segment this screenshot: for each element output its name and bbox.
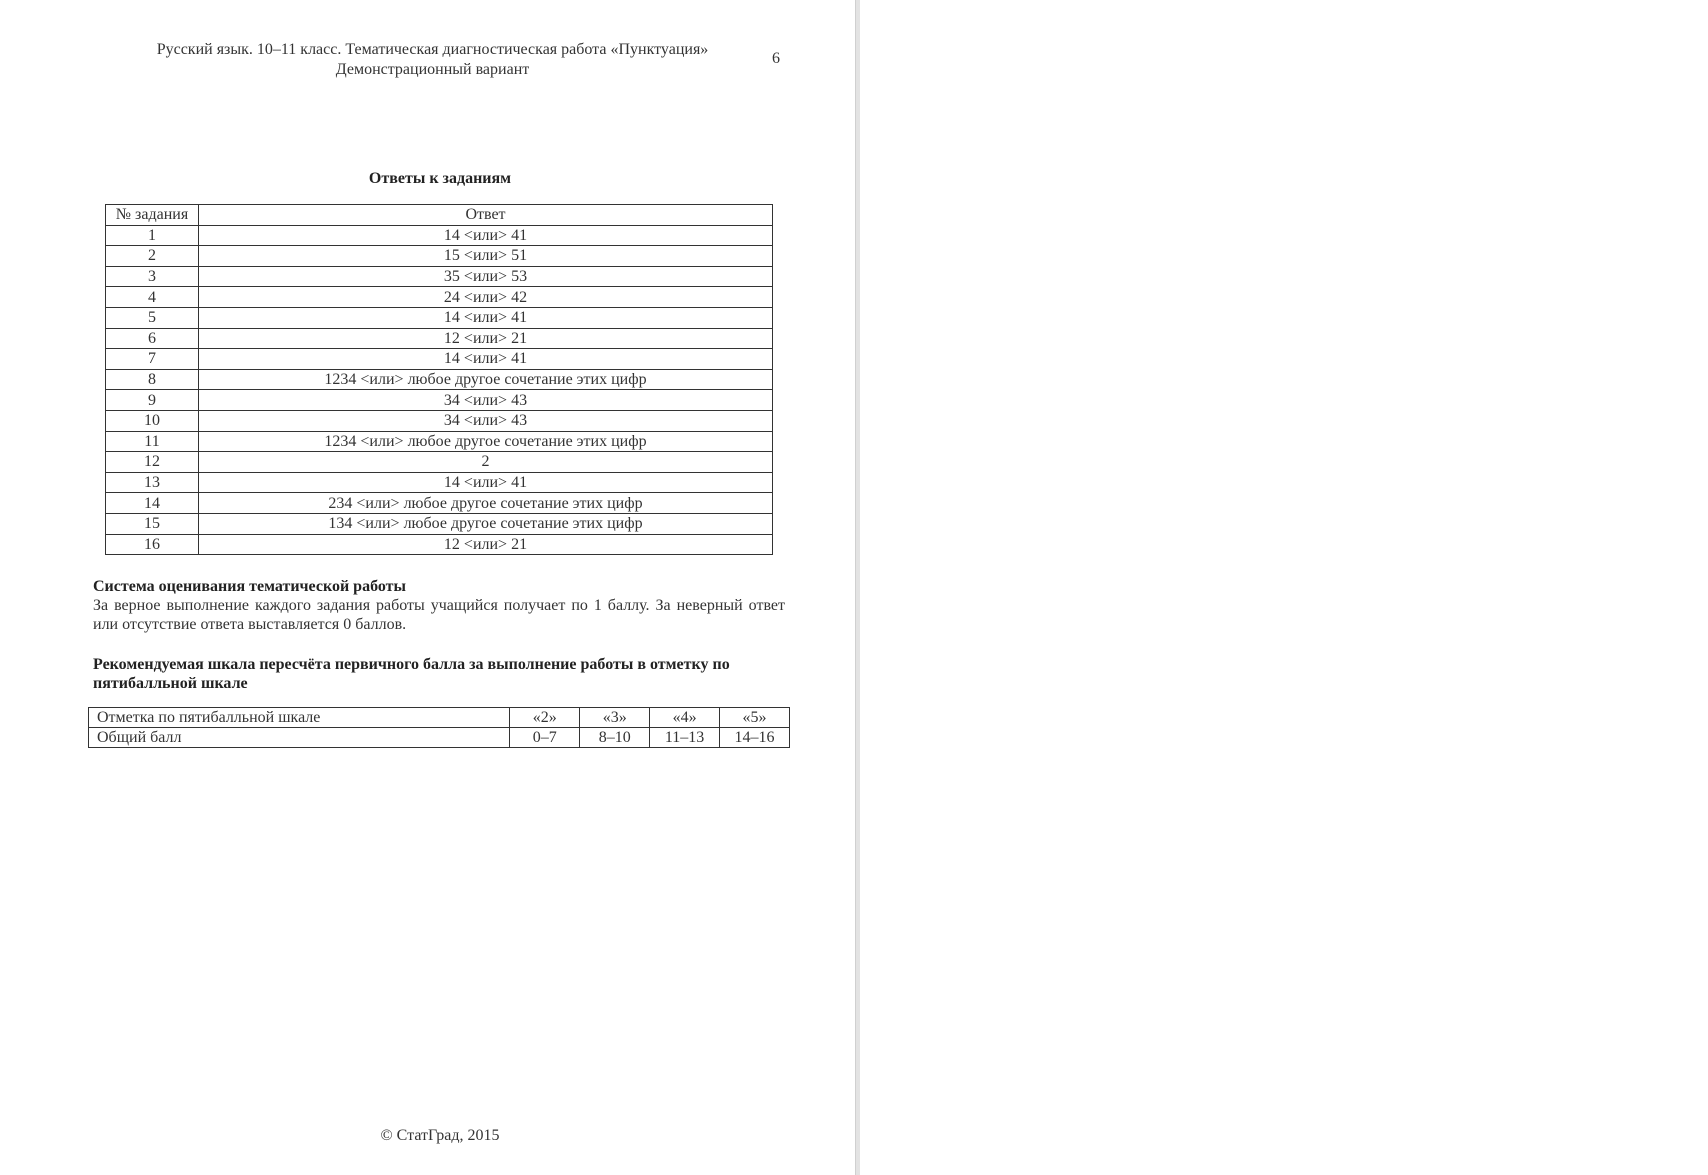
answer-cell: 34 <или> 43 bbox=[199, 390, 773, 411]
answer-cell: 14 <или> 41 bbox=[199, 225, 773, 246]
task-number-cell: 10 bbox=[106, 410, 199, 431]
task-number-cell: 14 bbox=[106, 493, 199, 514]
header-subtitle: Демонстрационный вариант bbox=[335, 61, 530, 78]
table-row bbox=[106, 410, 773, 431]
answer-cell: 14 <или> 41 bbox=[199, 472, 773, 493]
score-cell: 8–10 bbox=[580, 728, 650, 748]
task-number-cell: 5 bbox=[106, 307, 199, 328]
answer-cell: 14 <или> 41 bbox=[199, 349, 773, 370]
table-row bbox=[106, 493, 773, 514]
table-row bbox=[106, 534, 773, 555]
column-header-task-number: № задания bbox=[106, 205, 199, 226]
score-row bbox=[89, 728, 790, 748]
table-row bbox=[106, 452, 773, 473]
answer-cell: 12 <или> 21 bbox=[199, 328, 773, 349]
answer-cell: 2 bbox=[199, 452, 773, 473]
answer-cell: 1234 <или> любое другое сочетание этих цифр bbox=[199, 369, 773, 390]
task-number-cell: 3 bbox=[106, 266, 199, 287]
answer-cell: 134 <или> любое другое сочетание этих цифр bbox=[199, 513, 773, 534]
score-cell: 0–7 bbox=[510, 728, 580, 748]
grade-cell: «3» bbox=[580, 708, 650, 728]
task-number-cell: 1 bbox=[106, 225, 199, 246]
answer-cell: 24 <или> 42 bbox=[199, 287, 773, 308]
score-row-label: Общий балл bbox=[89, 728, 510, 748]
table-row bbox=[106, 431, 773, 452]
table-row bbox=[106, 349, 773, 370]
task-number-cell: 12 bbox=[106, 452, 199, 473]
page-header bbox=[100, 40, 765, 80]
header-title: Русский язык. 10–11 класс. Тематическая диагностическая работа «Пунктуация» bbox=[156, 41, 709, 58]
page-footer: © СтатГрад, 2015 bbox=[380, 1127, 500, 1144]
table-row bbox=[106, 287, 773, 308]
score-cell: 11–13 bbox=[650, 728, 720, 748]
grade-cell: «2» bbox=[510, 708, 580, 728]
table-row bbox=[106, 266, 773, 287]
answer-cell: 14 <или> 41 bbox=[199, 307, 773, 328]
answer-cell: 12 <или> 21 bbox=[199, 534, 773, 555]
answer-cell: 35 <или> 53 bbox=[199, 266, 773, 287]
table-row bbox=[106, 369, 773, 390]
table-row bbox=[106, 390, 773, 411]
answers-header-row bbox=[106, 205, 773, 226]
grading-text: За верное выполнение каждого задания работы учащийся получает по 1 баллу. За неверный ответ или отсутствие ответа выставляется 0 баллов. bbox=[93, 597, 785, 633]
scale-title: Рекомендуемая шкала пересчёта первичного балла за выполнение работы в отметку по пятибалльной шкале bbox=[93, 656, 730, 692]
table-row bbox=[106, 472, 773, 493]
answers-table bbox=[105, 204, 773, 555]
task-number-cell: 4 bbox=[106, 287, 199, 308]
grading-title: Система оценивания тематической работы bbox=[93, 578, 407, 595]
task-number-cell: 7 bbox=[106, 349, 199, 370]
blank-page-area bbox=[860, 0, 1708, 1175]
task-number-cell: 9 bbox=[106, 390, 199, 411]
answers-title: Ответы к заданиям bbox=[368, 170, 512, 187]
answer-cell: 1234 <или> любое другое сочетание этих цифр bbox=[199, 431, 773, 452]
table-row bbox=[106, 328, 773, 349]
column-header-answer: Ответ bbox=[199, 205, 773, 226]
task-number-cell: 8 bbox=[106, 369, 199, 390]
table-row bbox=[106, 225, 773, 246]
task-number-cell: 13 bbox=[106, 472, 199, 493]
table-row bbox=[106, 513, 773, 534]
grade-scale-table bbox=[88, 707, 790, 748]
task-number-cell: 15 bbox=[106, 513, 199, 534]
task-number-cell: 6 bbox=[106, 328, 199, 349]
task-number-cell: 2 bbox=[106, 246, 199, 267]
table-row bbox=[106, 307, 773, 328]
page-number: 6 bbox=[772, 50, 780, 67]
table-row bbox=[106, 246, 773, 267]
grade-row-label: Отметка по пятибалльной шкале bbox=[89, 708, 510, 728]
grade-cell: «4» bbox=[650, 708, 720, 728]
task-number-cell: 16 bbox=[106, 534, 199, 555]
answer-cell: 34 <или> 43 bbox=[199, 410, 773, 431]
grade-cell: «5» bbox=[720, 708, 790, 728]
answer-cell: 15 <или> 51 bbox=[199, 246, 773, 267]
answer-cell: 234 <или> любое другое сочетание этих цифр bbox=[199, 493, 773, 514]
score-cell: 14–16 bbox=[720, 728, 790, 748]
grade-row bbox=[89, 708, 790, 728]
answers-table-body bbox=[106, 225, 773, 555]
grading-section bbox=[93, 577, 785, 634]
task-number-cell: 11 bbox=[106, 431, 199, 452]
